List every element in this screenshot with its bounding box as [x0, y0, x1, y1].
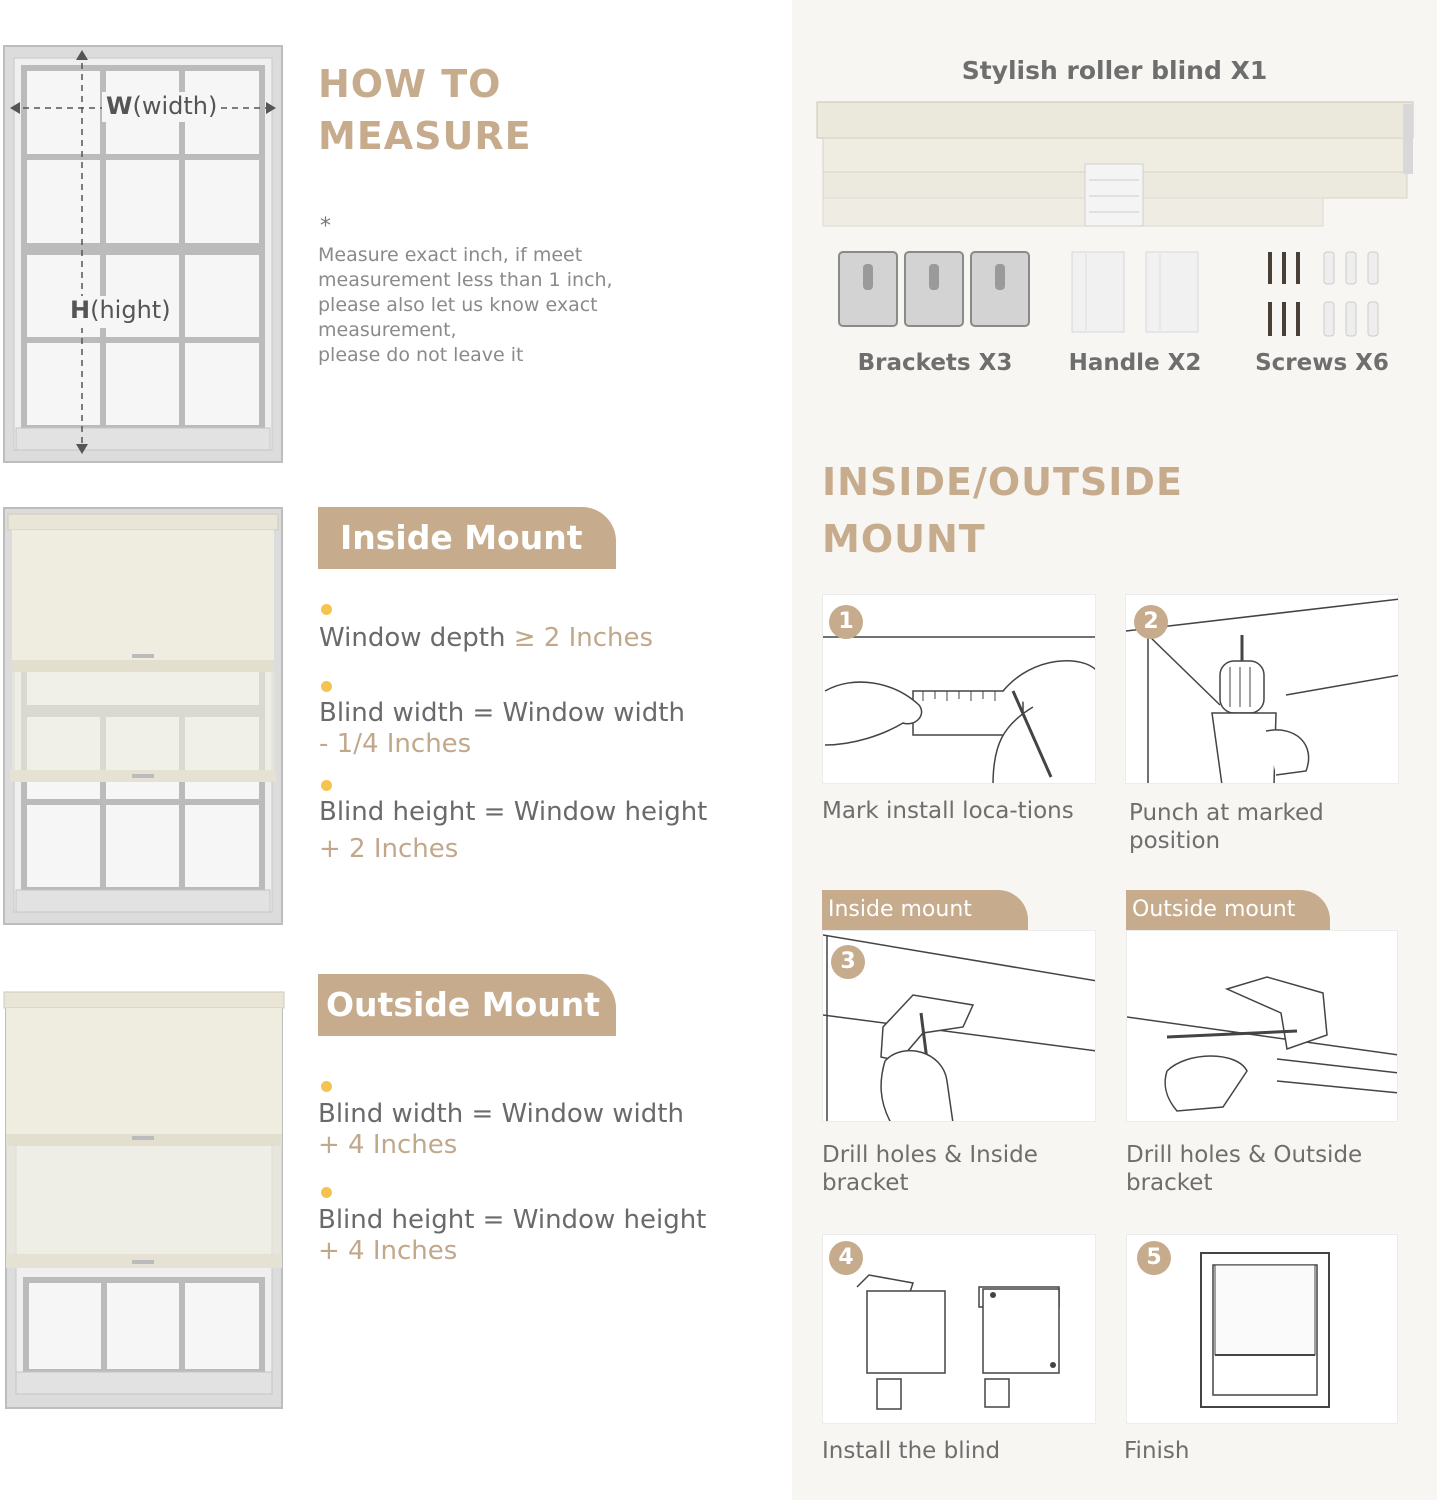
step-2-image [1125, 594, 1399, 784]
outside-blind-height-value: + 4 Inches [318, 1236, 458, 1266]
inside-mount-heading: Inside Mount [318, 507, 616, 569]
handle-label: Handle X2 [1068, 350, 1202, 376]
step-1-number: 1 [829, 605, 863, 639]
step-3-number: 3 [831, 945, 865, 979]
step-4-image [822, 1234, 1096, 1424]
outside-blind-height-spec: Blind height = Window height [318, 1205, 707, 1235]
height-label: H(hight) [70, 296, 171, 324]
inside-mount-illustration [2, 506, 284, 926]
brackets-image [835, 250, 1035, 330]
brackets-label: Brackets X3 [857, 350, 1013, 376]
inside-blind-height-spec: Blind height = Window height [319, 797, 708, 827]
step-3-outside-image [1126, 930, 1398, 1122]
install-title: INSIDE/OUTSIDE MOUNT [822, 460, 1183, 561]
inside-blind-height-value: + 2 Inches [319, 834, 459, 864]
inside-blind-width-spec: Blind width = Window width [319, 698, 685, 728]
step-4-caption: Install the blind [822, 1438, 1001, 1464]
handle-image [1070, 250, 1204, 334]
outside-mount-illustration [2, 990, 286, 1410]
step-1-caption: Mark install loca-tions [822, 798, 1074, 824]
window-measure-illustration [2, 44, 284, 464]
inside-blind-width-value: - 1/4 Inches [319, 729, 472, 759]
step-3-inside-image [822, 930, 1096, 1122]
step-4-number: 4 [829, 1241, 863, 1275]
outside-blind-width-value: + 4 Inches [318, 1130, 458, 1160]
outside-mount-tab: Outside mount [1126, 890, 1330, 930]
kit-title: Stylish roller blind X1 [961, 56, 1268, 85]
bullet-dot [321, 1187, 332, 1198]
width-label: W(width) [106, 92, 218, 120]
step-2-number: 2 [1134, 605, 1168, 639]
outside-mount-heading: Outside Mount [318, 974, 616, 1036]
outside-blind-width-spec: Blind width = Window width [318, 1099, 684, 1129]
bullet-dot [321, 604, 332, 615]
measure-note: Measure exact inch, if meet measurement less than 1 inch, please also let us know exact measurement, please do not leave it [318, 244, 613, 366]
step-5-image [1126, 1234, 1398, 1424]
roller-blind-image [815, 100, 1415, 230]
step-1-image [822, 594, 1096, 784]
step-5-number: 5 [1137, 1241, 1171, 1275]
how-to-measure-title: HOW TO MEASURE [318, 62, 532, 158]
bullet-dot [321, 681, 332, 692]
window-depth-spec: Window depth ≥ 2 Inches [319, 623, 654, 653]
screws-image [1262, 248, 1386, 340]
step-3-inside-caption: Drill holes & Inside bracket [822, 1142, 1038, 1196]
bullet-dot [321, 1081, 332, 1092]
screws-label: Screws X6 [1255, 350, 1389, 376]
step-5-caption: Finish [1124, 1438, 1190, 1464]
step-3-outside-caption: Drill holes & Outside bracket [1126, 1142, 1363, 1196]
bullet-dot [321, 780, 332, 791]
note-asterisk: * [320, 214, 331, 239]
inside-mount-tab: Inside mount [822, 890, 1028, 930]
step-2-caption: Punch at marked position [1129, 800, 1324, 854]
